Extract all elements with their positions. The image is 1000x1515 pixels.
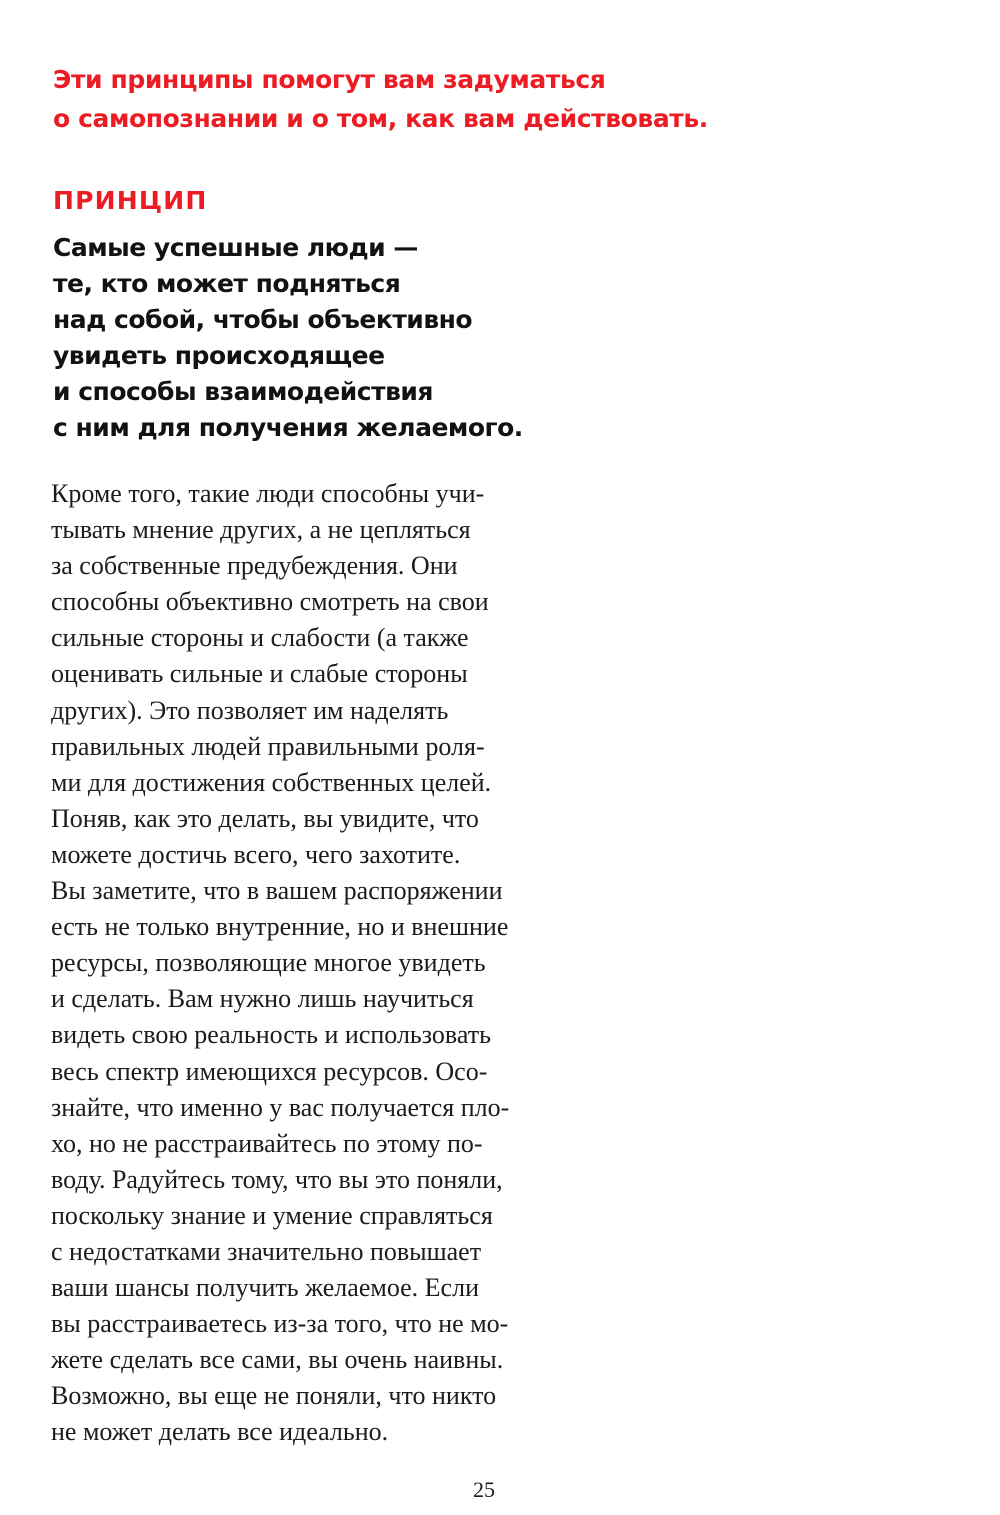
body-line: не может делать все идеально.	[51, 1417, 389, 1447]
body-line: с недостатками значительно повышает	[51, 1236, 482, 1266]
body-line: вы расстраиваетесь из-за того, что не мо-	[51, 1309, 509, 1339]
body-line: ваши шансы получить желаемое. Если	[51, 1273, 479, 1303]
principle-heading: ПРИНЦИП	[53, 186, 208, 215]
body-line: жете сделать все сами, вы очень наивны.	[51, 1345, 504, 1375]
body-line: знайте, что именно у вас получается пло-	[51, 1092, 510, 1122]
body-line: Возможно, вы еще не поняли, что никто	[51, 1381, 497, 1411]
body-line: можете достичь всего, чего захотите.	[51, 839, 461, 869]
body-line: весь спектр имеющихся ресурсов. Осо-	[51, 1056, 488, 1086]
body-line: тывать мнение других, а не цепляться	[51, 515, 471, 545]
body-line: видеть свою реальность и использовать	[51, 1020, 491, 1050]
principle-statement	[53, 230, 613, 446]
body-line: хо, но не расстраивайтесь по этому по-	[51, 1128, 483, 1158]
intro-text	[53, 60, 953, 138]
body-paragraph	[51, 476, 611, 1451]
body-line: правильных людей правильными роля-	[51, 731, 485, 761]
body-line: поскольку знание и умение справляться	[51, 1200, 493, 1230]
body-line: сильные стороны и слабости (а также	[51, 623, 469, 653]
body-line: за собственные предубеждения. Они	[51, 551, 458, 581]
body-line: и сделать. Вам нужно лишь научиться	[51, 984, 474, 1014]
body-line: других). Это позволяет им наделять	[51, 695, 449, 725]
body-line: Вы заметите, что в вашем распоряжении	[51, 876, 503, 906]
body-line: способны объективно смотреть на свои	[51, 587, 489, 617]
principle-line: над собой, чтобы объективно	[53, 305, 473, 334]
body-line: оценивать сильные и слабые стороны	[51, 659, 468, 689]
body-line: ми для достижения собственных целей.	[51, 767, 492, 797]
principle-line: и способы взаимодействия	[53, 377, 433, 406]
principle-line: с ним для получения желаемого.	[53, 413, 523, 442]
body-line: Поняв, как это делать, вы увидите, что	[51, 803, 479, 833]
body-line: есть не только внутренние, но и внешние	[51, 912, 509, 942]
body-line: воду. Радуйтесь тому, что вы это поняли,	[51, 1164, 503, 1194]
page-number: 25	[473, 1477, 495, 1502]
body-line: ресурсы, позволяющие многое увидеть	[51, 948, 486, 978]
principle-line: те, кто может подняться	[53, 269, 401, 298]
principle-line: увидеть происходящее	[53, 341, 385, 370]
intro-line: о самопознании и о том, как вам действовать.	[53, 104, 708, 133]
principle-line: Самые успешные люди —	[53, 233, 418, 262]
intro-line: Эти принципы помогут вам задуматься	[53, 65, 606, 94]
body-line: Кроме того, такие люди способны учи-	[51, 479, 485, 508]
